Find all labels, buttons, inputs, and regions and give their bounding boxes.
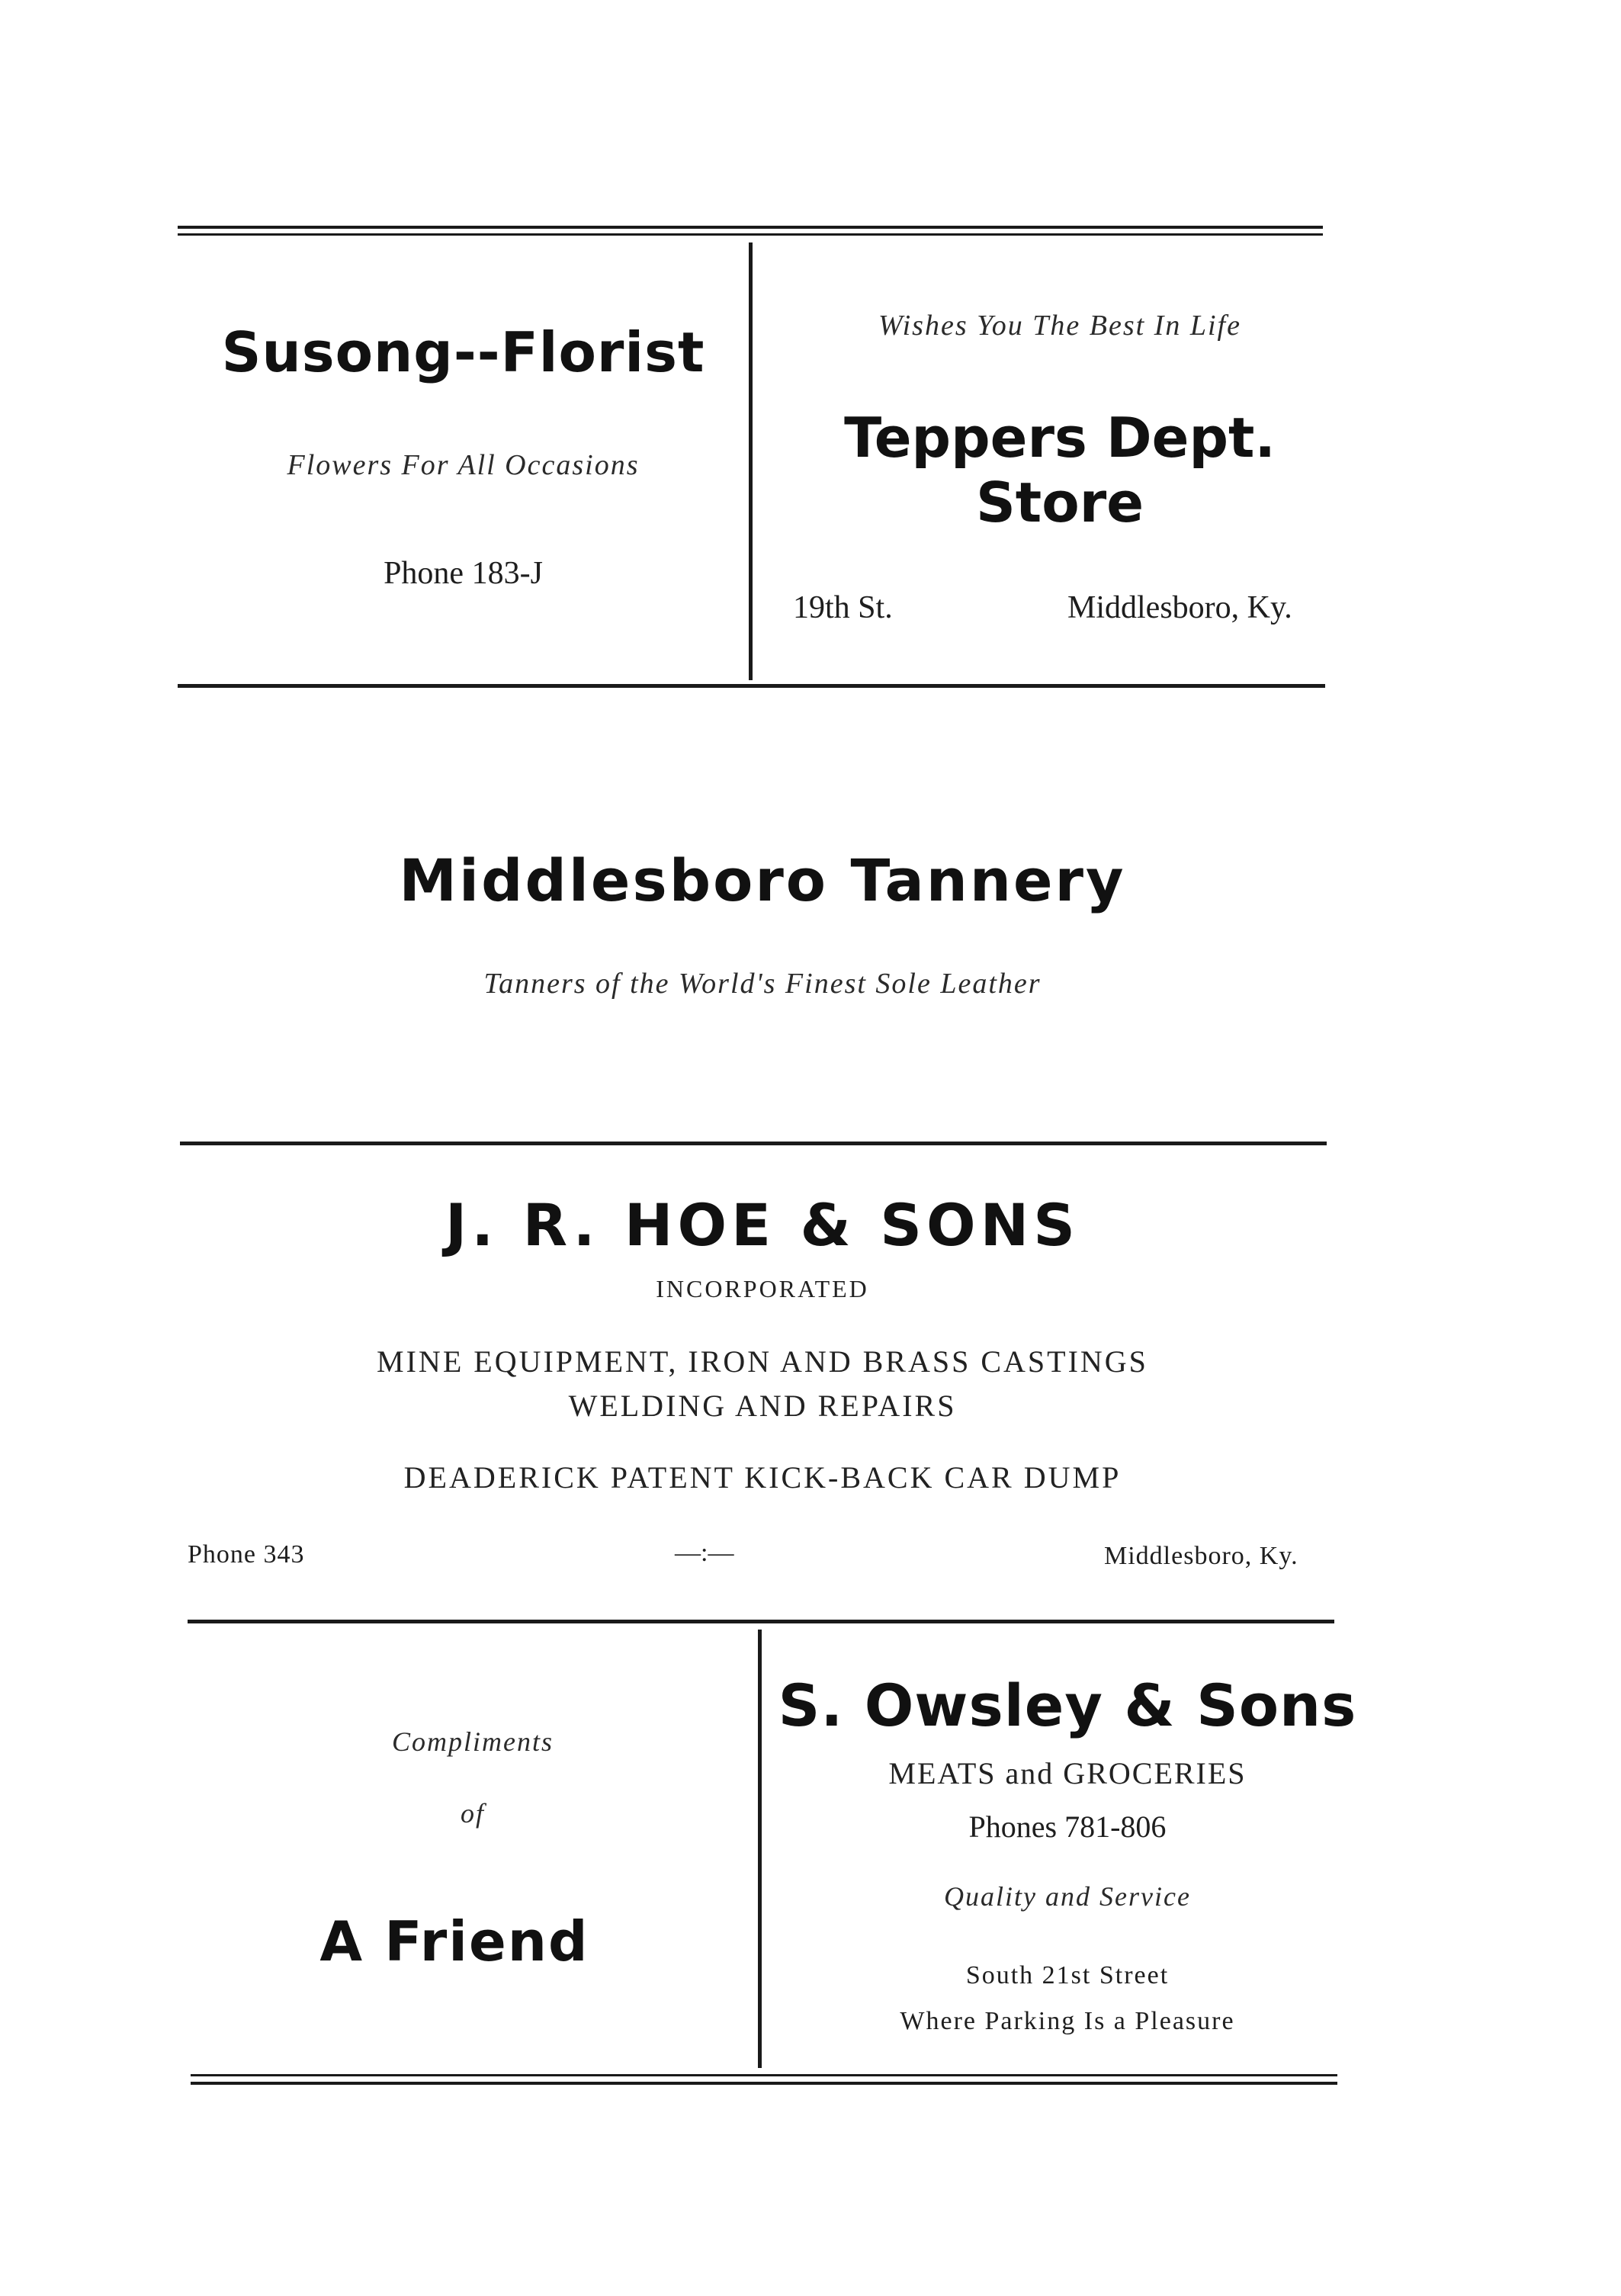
bottom-vertical-divider [758, 1630, 762, 2068]
bottom-double-rule-upper [191, 2074, 1337, 2076]
hoe-separator: —:— [675, 1539, 734, 1567]
hoe-line3: DEADERICK PATENT KICK-BACK CAR DUMP [403, 1460, 1122, 1495]
susong-tagline: Flowers For All Occasions [287, 449, 640, 481]
tannery-name: Middlesboro Tannery [399, 846, 1126, 914]
teppers-street: 19th St. [793, 590, 893, 625]
hoe-name: J. R. HOE & SONS [445, 1191, 1080, 1259]
top-double-rule-lower [178, 233, 1323, 236]
owsley-name: S. Owsley & Sons [778, 1671, 1357, 1739]
owsley-slogan: Quality and Service [944, 1881, 1191, 1912]
teppers-name-line2: Store [975, 470, 1144, 535]
bottom-double-rule-lower [191, 2082, 1337, 2085]
hoe-line1: MINE EQUIPMENT, IRON AND BRASS CASTINGS [377, 1344, 1148, 1379]
teppers-greeting: Wishes You The Best In Life [878, 310, 1241, 342]
hoe-incorporated: INCORPORATED [656, 1275, 869, 1302]
susong-phone: Phone 183-J [384, 556, 543, 591]
teppers-city: Middlesboro, Ky. [1067, 590, 1292, 625]
owsley-street: South 21st Street [965, 1961, 1170, 1989]
hoe-city: Middlesboro, Ky. [1104, 1542, 1298, 1570]
owsley-parking: Where Parking Is a Pleasure [900, 2007, 1235, 2035]
hoe-phone: Phone 343 [188, 1540, 305, 1569]
hoe-line2: WELDING AND REPAIRS [568, 1389, 957, 1423]
susong-name: Susong--Florist [221, 320, 705, 384]
rule-after-top-ads [178, 684, 1325, 688]
rule-after-hoe [188, 1620, 1334, 1623]
tannery-tagline: Tanners of the World's Finest Sole Leather [483, 968, 1042, 1000]
friend-of: of [460, 1798, 485, 1829]
friend-name: A Friend [319, 1909, 589, 1973]
owsley-line1: MEATS and GROCERIES [888, 1756, 1247, 1790]
friend-compliments: Compliments [391, 1726, 554, 1757]
top-vertical-divider [749, 242, 753, 680]
owsley-phones: Phones 781-806 [968, 1810, 1167, 1844]
top-double-rule-upper [178, 226, 1323, 229]
teppers-name-line1: Teppers Dept. [844, 406, 1276, 470]
rule-before-hoe [180, 1142, 1327, 1145]
